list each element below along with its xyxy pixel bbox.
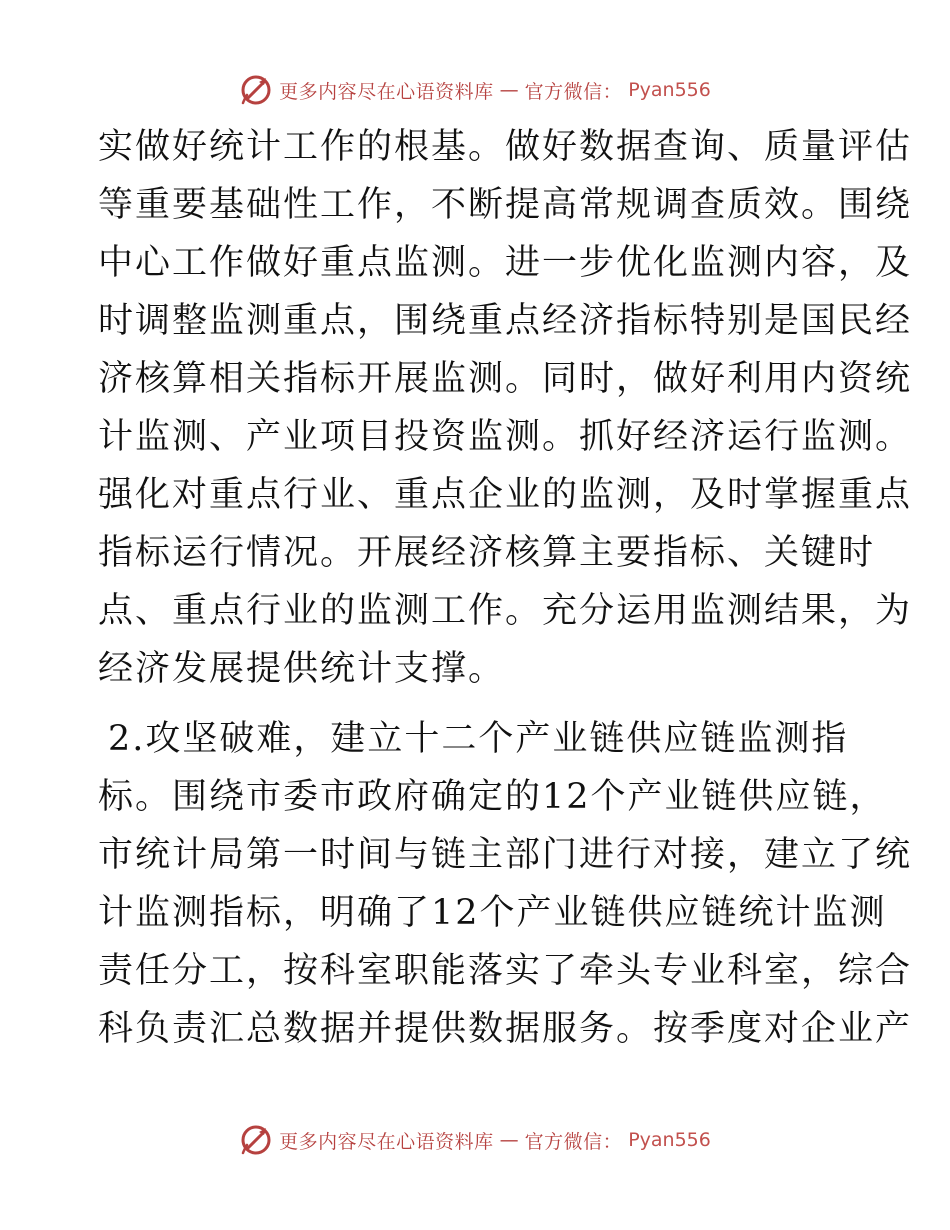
quill-logo-icon <box>239 73 273 107</box>
text-line: 强化对重点行业、重点企业的监测，及时掌握重点 <box>98 475 913 515</box>
text-line: 指标运行情况。开展经济核算主要指标、关键时 <box>98 533 876 573</box>
watermark-text: 更多内容尽在心语资料库 <box>279 1130 494 1153</box>
watermark-suffix: 官方微信： <box>524 1130 623 1153</box>
text-line: 计监测、产业项目投资监测。抓好经济运行监测。 <box>98 417 913 457</box>
watermark-handle: Pyan556 <box>628 1129 711 1151</box>
watermark-handle: Pyan556 <box>628 79 711 101</box>
text-line: 时调整监测重点，围绕重点经济指标特别是国民经 <box>98 301 913 341</box>
text-line: 济核算相关指标开展监测。同时，做好利用内资统 <box>98 359 913 399</box>
text-line: 点、重点行业的监测工作。充分运用监测结果，为 <box>98 591 913 631</box>
watermark-text: 更多内容尽在心语资料库 <box>279 80 494 103</box>
watermark-separator: — <box>499 79 519 101</box>
text-line: 等重要基础性工作，不断提高常规调查质效。围绕 <box>98 185 913 225</box>
watermark-separator: — <box>499 1129 519 1151</box>
watermark-suffix: 官方微信： <box>524 80 623 103</box>
paragraph-1 <box>98 118 913 698</box>
text-line: 实做好统计工作的根基。做好数据查询、质量评估 <box>98 127 913 167</box>
text-line: 责任分工，按科室职能落实了牵头专业科室，综合 <box>98 951 913 991</box>
paragraph-2 <box>98 710 913 1058</box>
text-line: 计监测指标，明确了12个产业链供应链统计监测 <box>98 893 887 933</box>
text-line: 标。围绕市委市政府确定的12个产业链供应链， <box>98 777 887 817</box>
footer-watermark <box>0 1120 950 1160</box>
text-line: 2.攻坚破难，建立十二个产业链供应链监测指 <box>108 719 849 759</box>
document-body <box>98 118 913 1058</box>
text-line: 经济发展提供统计支撑。 <box>98 649 506 689</box>
text-line: 科负责汇总数据并提供数据服务。按季度对企业产 <box>98 1009 913 1049</box>
text-line: 市统计局第一时间与链主部门进行对接，建立了统 <box>98 835 913 875</box>
quill-logo-icon <box>239 1123 273 1157</box>
text-line: 中心工作做好重点监测。进一步优化监测内容，及 <box>98 243 913 283</box>
header-watermark <box>0 70 950 110</box>
